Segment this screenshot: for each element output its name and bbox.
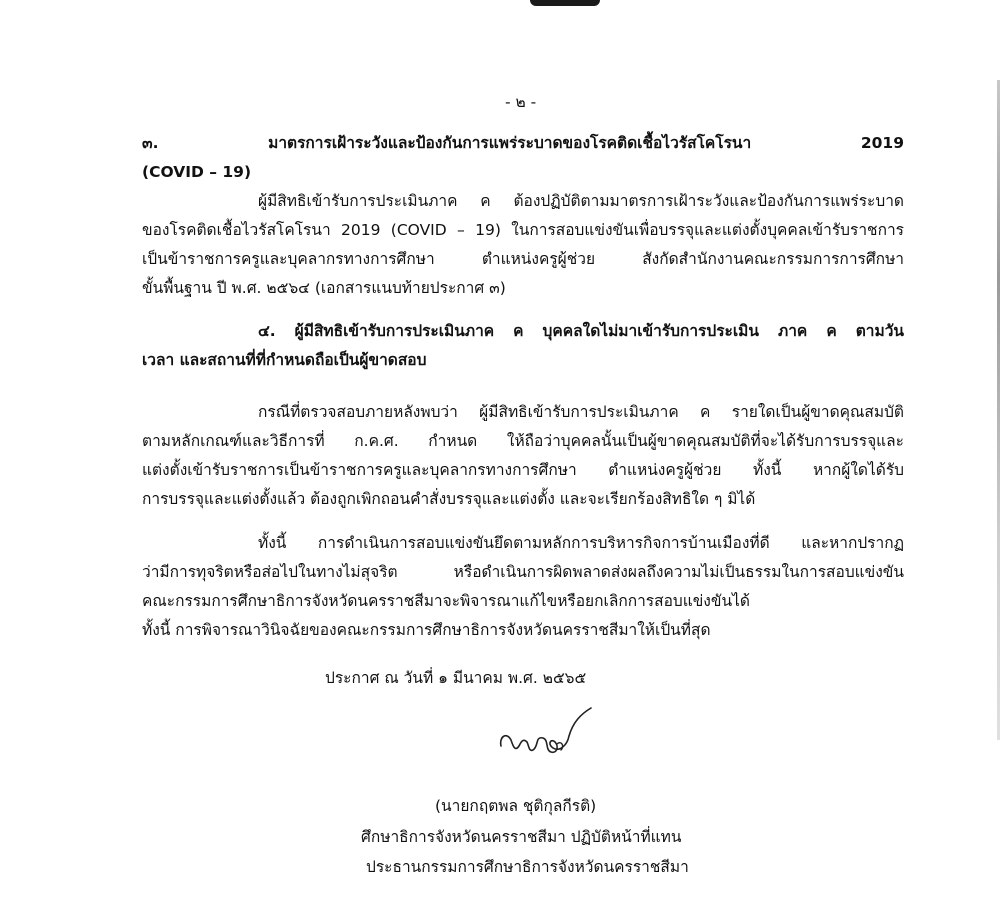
section4-body-line: ตามหลักเกณฑ์และวิธีการที่ ก.ค.ศ. กำหนด ให้ถือว่าบุคคลนั้นเป็นผู้ขาดคุณสมบัติที่จะได้รับการบรรจุและ	[142, 432, 904, 450]
section3-body-line: ขั้นพื้นฐาน ปี พ.ศ. ๒๕๖๔ (เอกสารแนบท้ายประกาศ ๓)	[142, 279, 506, 297]
signatory-position-line2: ประธานกรรมการศึกษาธิการจังหวัดนครราชสีมา	[366, 858, 689, 876]
section4-heading-line2: เวลา และสถานที่ที่กำหนดถือเป็นผู้ขาดสอบ	[142, 351, 427, 369]
announcement-date: ประกาศ ณ วันที่ ๑ มีนาคม พ.ศ. ๒๕๖๕	[325, 669, 587, 687]
page-number: - ๒ -	[505, 93, 537, 111]
section4-body-line: การบรรจุและแต่งตั้งแล้ว ต้องถูกเพิกถอนคำสั่งบรรจุและแต่งตั้ง และจะเรียกร้องสิทธิใด ๆ มิได้	[142, 490, 756, 508]
section4-heading-line1: ๔. ผู้มีสิทธิเข้ารับการประเมินภาค ค บุคคลใดไม่มาเข้ารับการประเมิน ภาค ค ตามวัน	[258, 322, 904, 340]
closing-paragraph-line: ว่ามีการทุจริตหรือส่อไปในทางไม่สุจริต หรือดำเนินการผิดพลาดส่งผลถึงความไม่เป็นธรรมในการสอบแข่งขัน	[142, 563, 904, 581]
scan-edge-mark	[530, 0, 600, 6]
signatory-name: (นายกฤตพล ชุติกุลกีรติ)	[435, 797, 597, 815]
section4-body-line: แต่งตั้งเข้ารับราชการเป็นข้าราชการครูและบุคลากรทางการศึกษา ตำแหน่งครูผู้ช่วย ทั้งนี้ หากผู้ใดได้รับ	[142, 461, 904, 479]
section3-body-line: ของโรคติดเชื้อไวรัสโคโรนา 2019 (COVID – 19) ในการสอบแข่งขันเพื่อบรรจุและแต่งตั้งบุคคลเข้ารับราชการ	[142, 221, 904, 239]
section4-body-line: กรณีที่ตรวจสอบภายหลังพบว่า ผู้มีสิทธิเข้ารับการประเมินภาค ค รายใดเป็นผู้ขาดคุณสมบัติ	[258, 403, 904, 421]
closing-paragraph-line: ทั้งนี้ การพิจารณาวินิจฉัยของคณะกรรมการศึกษาธิการจังหวัดนครราชสีมาให้เป็นที่สุด	[142, 621, 711, 639]
section3-body-line: ผู้มีสิทธิเข้ารับการประเมินภาค ค ต้องปฏิบัติตามมาตรการเฝ้าระวังและป้องกันการแพร่ระบาด	[258, 192, 904, 210]
closing-paragraph-line: คณะกรรมการศึกษาธิการจังหวัดนครราชสีมาจะพิจารณาแก้ไขหรือยกเลิกการสอบแข่งขันได้	[142, 592, 750, 610]
handwritten-signature	[495, 706, 605, 766]
section3-heading-line2: (COVID – 19)	[142, 163, 252, 181]
signatory-position-line1: ศึกษาธิการจังหวัดนครราชสีมา ปฏิบัติหน้าที่แทน	[361, 828, 682, 846]
section3-heading-line1: ๓. มาตรการเฝ้าระวังและป้องกันการแพร่ระบาดของโรคติดเชื้อไวรัสโคโรนา 2019	[142, 134, 904, 152]
section3-body-line: เป็นข้าราชการครูและบุคลากรทางการศึกษา ตำแหน่งครูผู้ช่วย สังกัดสำนักงานคณะกรรมการการศึกษา	[142, 250, 904, 268]
closing-paragraph-line: ทั้งนี้ การดำเนินการสอบแข่งขันยึดตามหลักการบริหารกิจการบ้านเมืองที่ดี และหากปรากฏ	[258, 534, 904, 552]
